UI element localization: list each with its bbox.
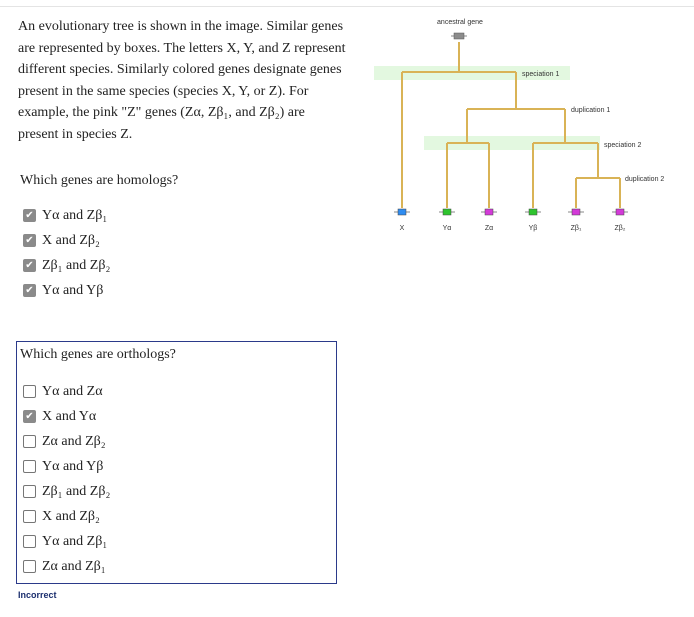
homologs-prompt: Which genes are homologs? [20, 173, 179, 188]
gene-label: Yβ [528, 225, 538, 232]
option-label: Zβ₁ and Zβ₂ [42, 483, 111, 499]
option-label: Zα and Zβ₁ [42, 558, 106, 574]
gene-box [398, 209, 406, 215]
gene-2 [481, 209, 497, 232]
speciation-1-label: speciation 1 [522, 71, 560, 78]
speciation-2-label: speciation 2 [604, 142, 642, 149]
option-label: X and Zβ₂ [42, 232, 100, 248]
gene-label: X [399, 225, 405, 232]
ancestral-gene-label: ancestral gene [437, 19, 483, 26]
gene-box [572, 209, 580, 215]
checkbox[interactable]: ✔ [23, 259, 36, 272]
gene-5 [612, 209, 628, 232]
gene-label: Zα [484, 225, 494, 232]
option-label: Yα and Zβ₁ [42, 207, 108, 223]
option-label: X and Zβ₂ [42, 508, 100, 524]
ancestral-gene-box [451, 33, 467, 39]
orthologs-prompt: Which genes are orthologs? [20, 347, 176, 362]
question-text: An evolutionary tree is shown in the image. Similar genes are represented by boxes. The letters X, Y, and Z represent different species. Similarly colored genes designate genes present in the same species (species X, Y, or Z). For example, the pink "Z" genes (Zα, Zβ₁, and Zβ₂) are present in species Z. [18, 19, 346, 142]
gene-3 [525, 209, 541, 232]
gene-0 [394, 209, 410, 232]
option-label: X and Yα [42, 408, 97, 424]
gene-label: Yα [442, 225, 452, 232]
gene-1 [439, 209, 455, 232]
gene-label: Zβ₁ [570, 225, 582, 232]
gene-4 [568, 209, 584, 232]
gene-label: Zβ₂ [614, 225, 626, 232]
option-label: Zα and Zβ₂ [42, 433, 106, 449]
option-label: Yα and Zα [42, 383, 103, 399]
gene-box [443, 209, 451, 215]
option-label: Yα and Yβ [42, 458, 104, 474]
gene-box [616, 209, 624, 215]
gene-box [485, 209, 493, 215]
gene-box [529, 209, 537, 215]
checkbox[interactable]: ✔ [23, 234, 36, 247]
checkbox[interactable]: ✔ [23, 209, 36, 222]
option-label: Zβ₁ and Zβ₂ [42, 257, 111, 273]
duplication-1-label: duplication 1 [571, 107, 611, 114]
duplication-2-label: duplication 2 [625, 176, 665, 183]
checkbox[interactable]: ✔ [23, 284, 36, 297]
option-label: Yα and Zβ₁ [42, 533, 108, 549]
option-label: Yα and Yβ [42, 282, 104, 298]
feedback-incorrect: Incorrect [18, 590, 57, 600]
checkbox[interactable]: ✔ [23, 410, 36, 423]
